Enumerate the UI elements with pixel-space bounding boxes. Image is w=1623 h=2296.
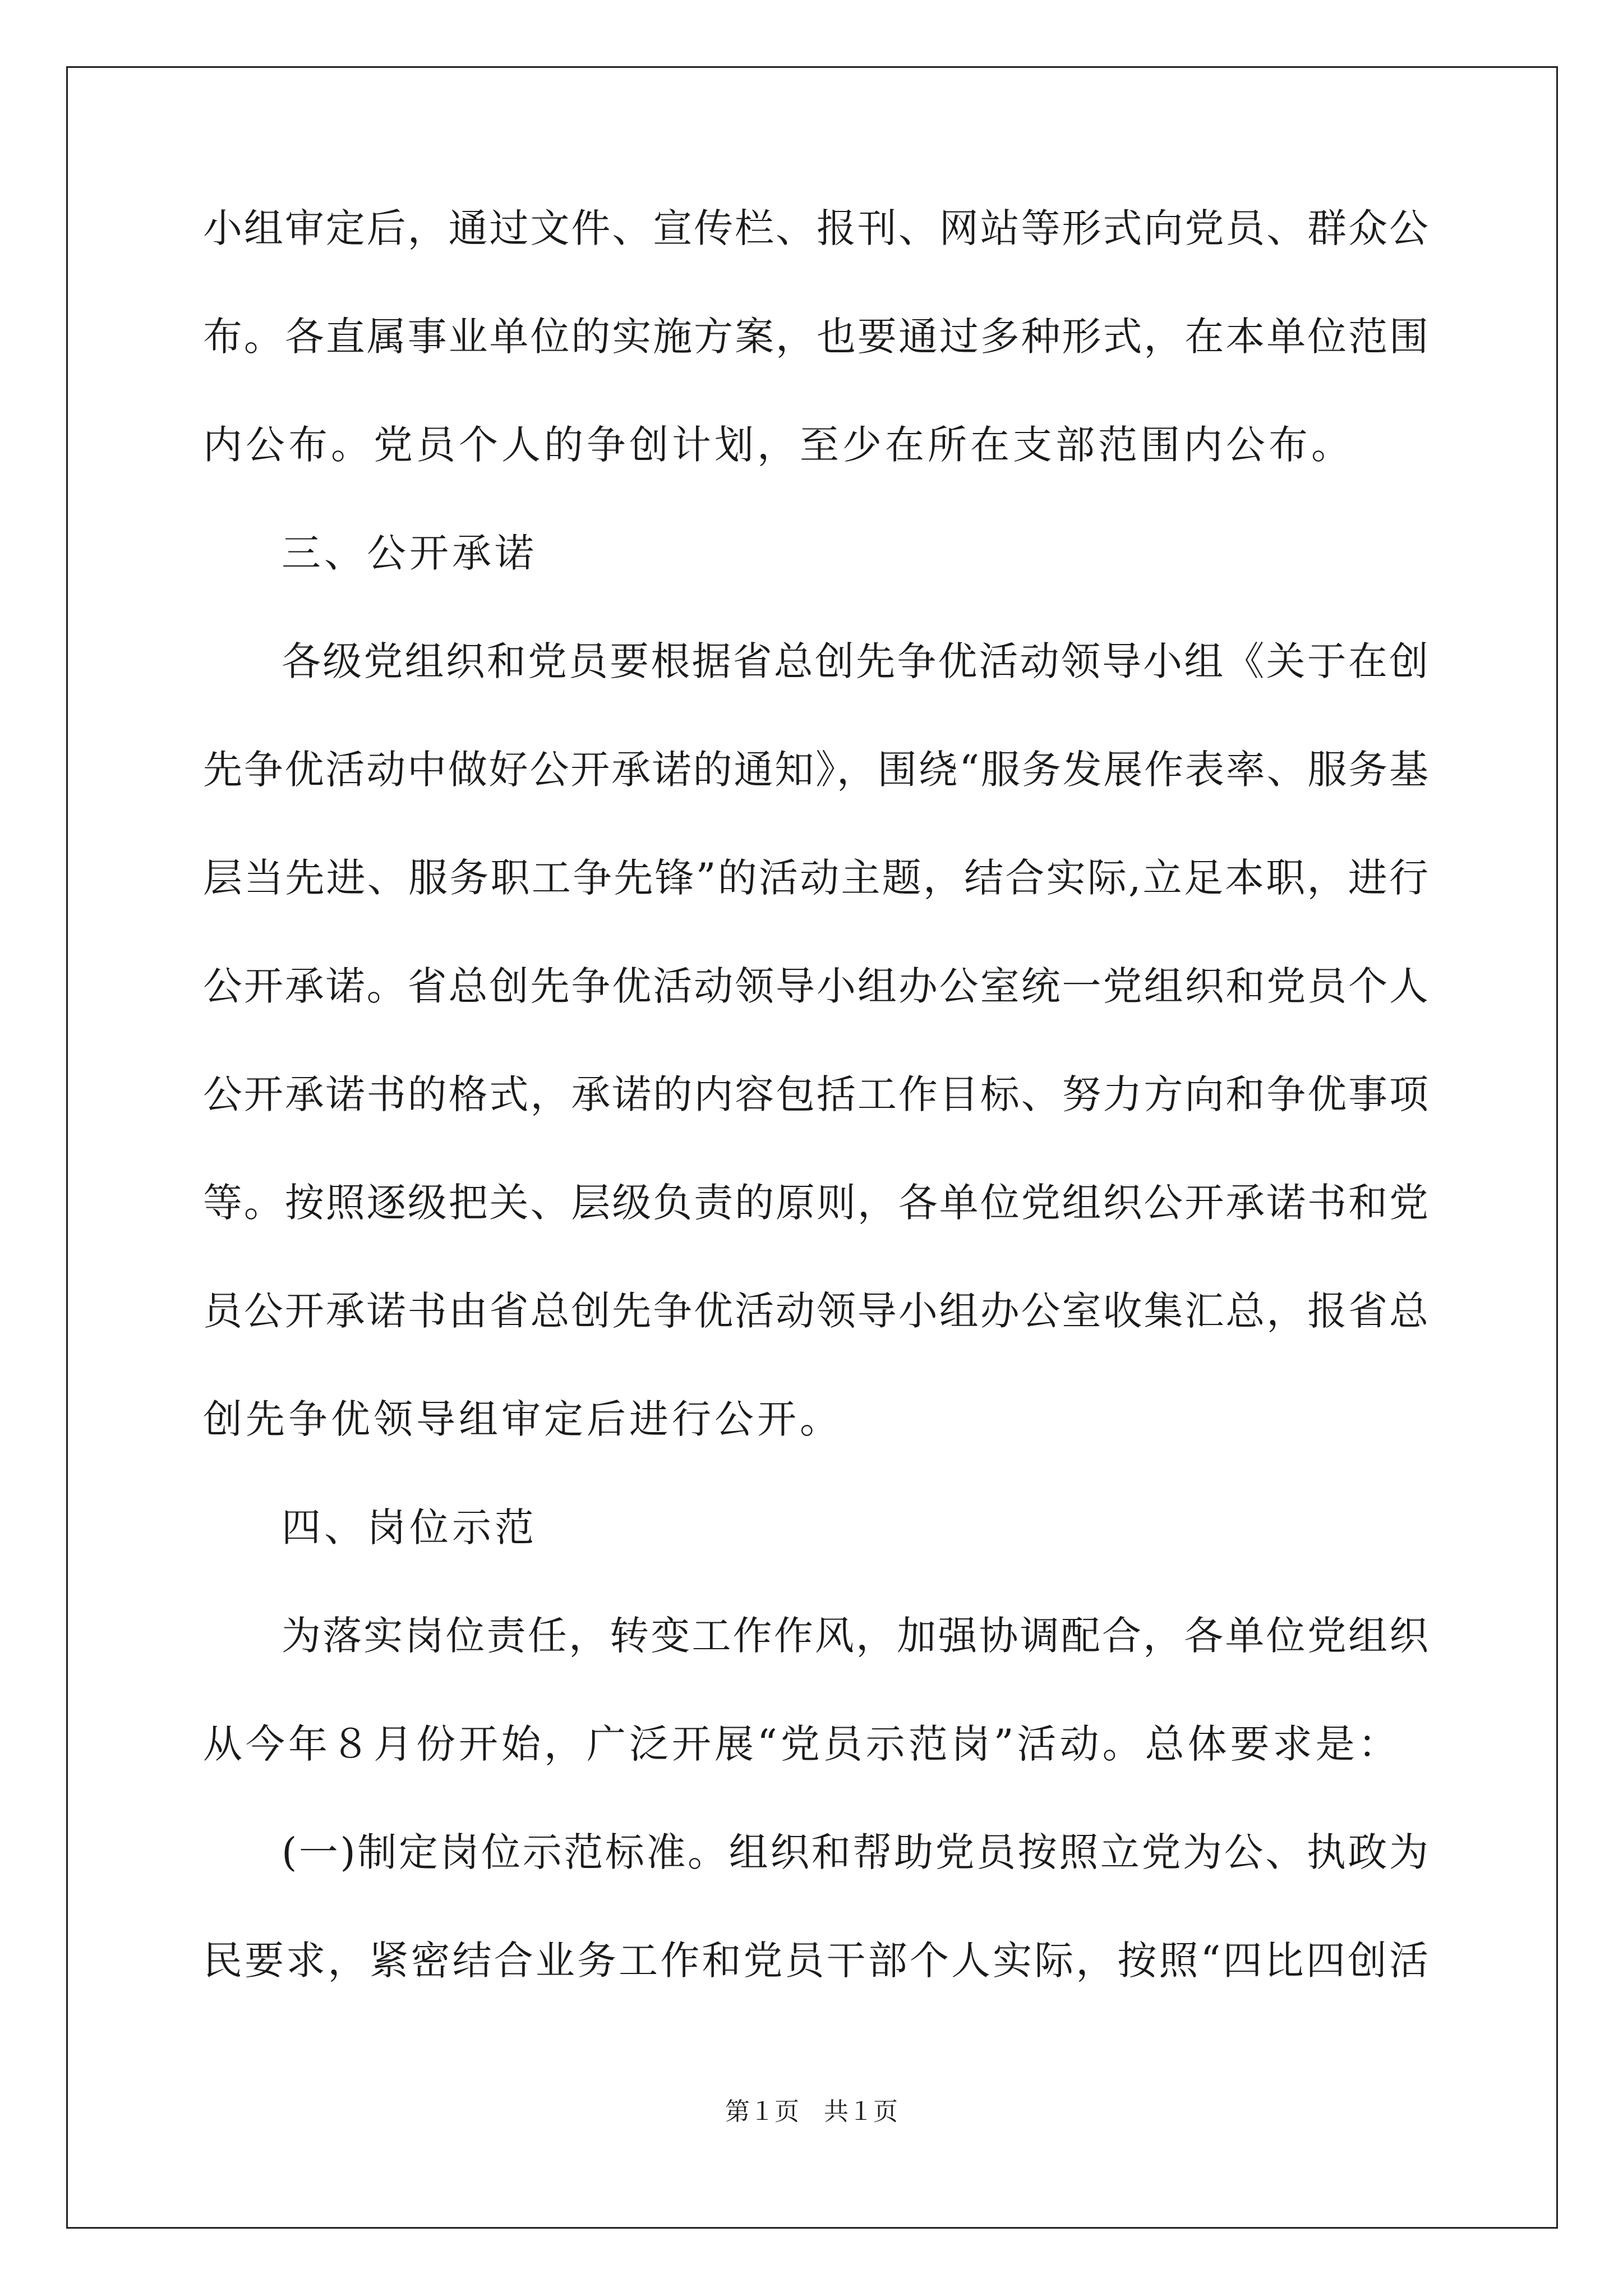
line-text: 布。各直属事业单位的实施方案，也要通过多种形式，在本单位范围 [203, 314, 1428, 360]
paragraph-line [203, 205, 1428, 317]
line-text: 从今年８月份开始，广泛开展“党员示范岗”活动。总体要求是： [203, 1721, 1401, 1767]
paragraph-line [203, 1938, 1428, 2049]
line-text: 层当先进、服务职工争先锋”的活动主题，结合实际,立足本职，进行 [203, 855, 1428, 901]
paragraph-line [203, 314, 1428, 425]
paragraph-line [203, 1829, 1428, 1941]
paragraph-line [203, 1180, 1428, 1291]
paragraph-line [203, 422, 1428, 533]
line-text: 员公开承诺书由省总创先争优活动领导小组办公室收集汇总，报省总 [203, 1288, 1428, 1334]
line-text: 创先争优领导组审定后进行公开。 [203, 1396, 842, 1442]
paragraph-line [203, 1396, 1428, 1508]
line-text: 公开承诺书的格式，承诺的内容包括工作目标、努力方向和争优事项 [203, 1071, 1428, 1117]
line-text: 先争优活动中做好公开承诺的通知》，围绕“服务发展作表率、服务基 [203, 747, 1428, 793]
line-text: 民要求，紧密结合业务工作和党员干部个人实际，按照“四比四创活 [203, 1938, 1428, 1984]
section-heading [203, 1504, 1428, 1616]
heading-text: 三、公开承诺 [282, 530, 537, 576]
paragraph-line [203, 747, 1428, 858]
paragraph-line [203, 1071, 1428, 1183]
line-text: 内公布。党员个人的争创计划，至少在所在支部范围内公布。 [203, 422, 1354, 468]
document-body [203, 205, 1428, 2049]
page-number: 第１页 共１页 [725, 2097, 898, 2126]
paragraph-line [203, 855, 1428, 967]
line-text: 小组审定后，通过文件、宣传栏、报刊、网站等形式向党员、群众公 [203, 205, 1428, 251]
line-text: 为落实岗位责任，转变工作作风，加强协调配合，各单位党组织 [282, 1613, 1428, 1659]
line-text: 等。按照逐级把关、层级负责的原则，各单位党组织公开承诺书和党 [203, 1180, 1428, 1226]
line-text: 各级党组织和党员要根据省总创先争优活动领导小组《关于在创 [282, 638, 1428, 684]
paragraph-line [203, 1288, 1428, 1400]
paragraph-line [203, 1613, 1428, 1724]
line-text: 公开承诺。省总创先争优活动领导小组办公室统一党组织和党员个人 [203, 963, 1428, 1009]
paragraph-line [203, 963, 1428, 1075]
paragraph-line [203, 1721, 1428, 1833]
section-heading [203, 530, 1428, 642]
paragraph-line [203, 638, 1428, 750]
heading-text: 四、岗位示范 [282, 1504, 537, 1550]
line-text: (一)制定岗位示范标准。组织和帮助党员按照立党为公、执政为 [282, 1829, 1428, 1875]
